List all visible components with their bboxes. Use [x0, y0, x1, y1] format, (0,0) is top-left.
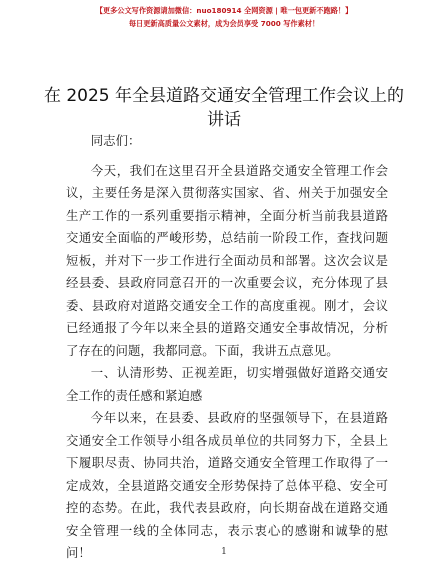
promo-banner-line-2: 每日更新高质量公文素材，成为会员享受 7000 写作素材！: [128, 19, 320, 28]
paragraph-intro: 今天，我们在这里召开全县道路交通安全管理工作会议，主要任务是深入贯彻落实国家、省、州关于加强安全生产工作的一系列重要指示精神，全面分析当前我县道路交通安全面临的严峻形势，总结前一阶段工作，查找问题短板，并对下一步工作进行全面动员和部署。这次会议是经县委、县政府同意召开的一次重要会议，充分体现了县委、县政府对道路交通安全工作的高度重视。刚才，会议已经通报了今年以来全县的道路交通安全事故情况，分析了存在的问题，我都同意。下面，我讲五点意见。: [66, 162, 388, 358]
promo-banner: [0, 4, 448, 30]
paragraph-section-1: 今年以来，在县委、县政府的坚强领导下，在县道路交通安全工作领导小组各成员单位的共同努力下，全县上下履职尽责、协同共治，道路交通安全管理工作取得了一定成效，全县道路交通安全形势保持了总体平稳、安全可控的态势。在此，我代表县政府，向长期奋战在道路交通安全管理一线的全体同志，表示衷心的感谢和诚挚的慰问！: [66, 410, 388, 560]
page-number: 1: [221, 547, 227, 557]
salutation: 同志们：: [90, 133, 141, 148]
promo-banner-line-1: 【更多公文写作资源请加微信：nuo180914 全网资源 | 唯一包更新不跑路！】: [95, 6, 353, 15]
document-title: 在 2025 年全县道路交通安全管理工作会议上的讲话: [43, 86, 405, 130]
section-heading-1: 一、认清形势、正视差距，切实增强做好道路交通安全工作的责任感和紧迫感: [66, 365, 388, 403]
document-body: [66, 130, 388, 565]
